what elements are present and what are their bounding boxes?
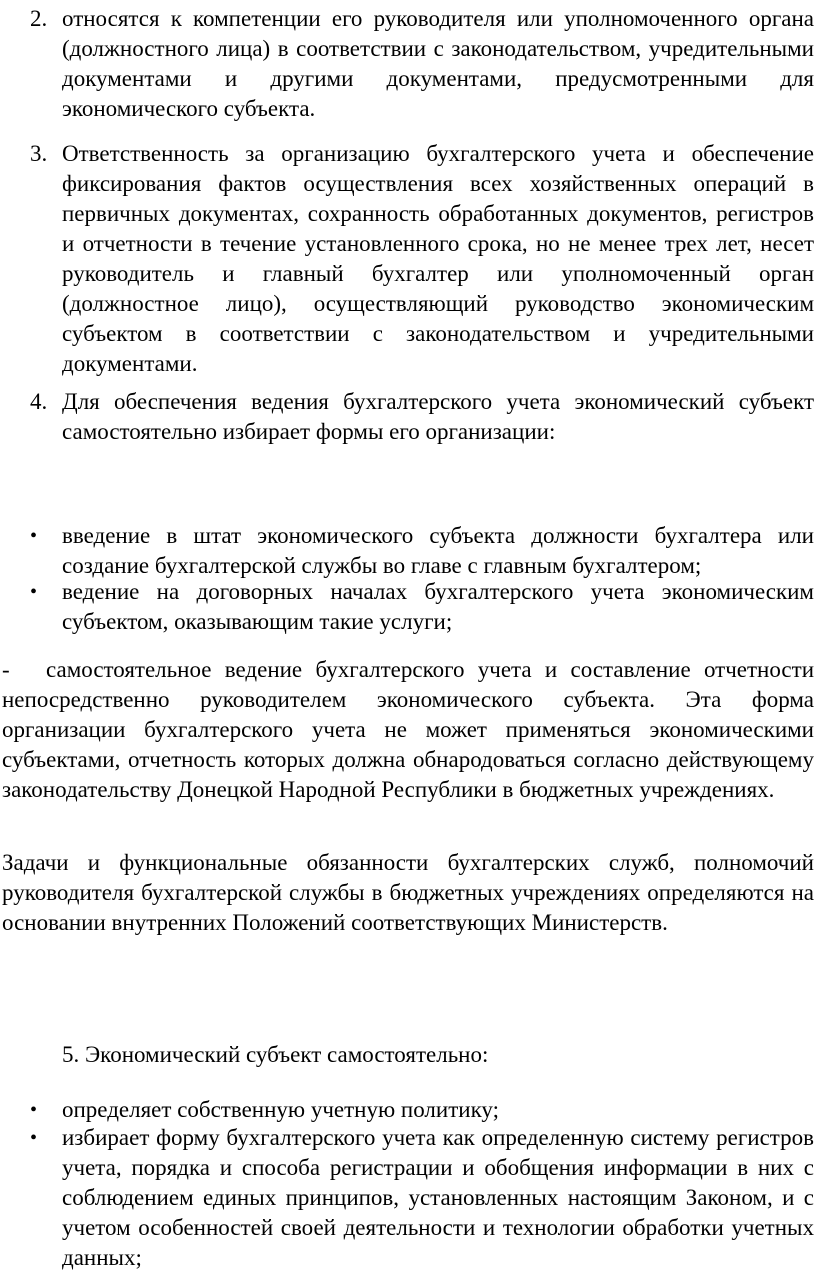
list-marker: 5. — [62, 1042, 80, 1067]
dash-paragraph-text: самостоятельное ведение бухгалтерского учета и составление отчетности непосредственно руководителем экономического субъекта. Эта форма организации бухгалтерского учета не может применяться экономическими субъектами, отчетность которых должна обнародоваться согласно действующему законодательству Донецкой Народной Республики в бюджетных учреждениях. — [2, 657, 814, 802]
dash-marker: - — [2, 657, 10, 682]
bullet-text: введение в штат экономического субъекта должности бухгалтера или создание бухгалтерской службы во главе с главным бухгалтером; — [62, 523, 814, 578]
bullet-text: ведение на договорных началах бухгалтерского учета экономическим субъектом, оказывающим такие услуги; — [62, 579, 814, 634]
bullet-text: избирает форму бухгалтерского учета как определенную систему регистров учета, порядка и способа регистрации и обобщения информации в них с соблюдением единых принципов, установленных настоящим Законом, и с учетом особенностей своей деятельности и технологии обработки учетных данных; — [62, 1125, 814, 1270]
tasks-paragraph — [2, 848, 814, 938]
bullet-text: определяет собственную учетную политику; — [62, 1097, 499, 1122]
bullet-item — [30, 1123, 814, 1273]
list-item-5 — [62, 1040, 662, 1070]
list-marker: 3. — [30, 141, 48, 166]
list-item-4 — [30, 387, 814, 447]
bullet-icon: • — [30, 581, 38, 603]
list-marker: 2. — [30, 6, 48, 31]
list-item-text: Экономический субъект самостоятельно: — [85, 1042, 489, 1067]
list-item-3 — [30, 139, 814, 379]
list-item-text: относятся к компетенции его руководителя или уполномоченного органа (должностного лица) в соответствии с законодательством, учредительными документами и другими документами, предусмотренными для экономического субъекта. — [62, 6, 814, 121]
bullet-item — [30, 577, 814, 637]
list-item-text: Для обеспечения ведения бухгалтерского учета экономический субъект самостоятельно избирает формы его организации: — [62, 389, 814, 444]
bullet-icon: • — [30, 1127, 38, 1149]
tasks-paragraph-text: Задачи и функциональные обязанности бухгалтерских служб, полномочий руководителя бухгалтерской службы в бюджетных учреждениях определяются на основании внутренних Положений соответствующих Министерств. — [2, 850, 814, 935]
list-marker: 4. — [30, 389, 48, 414]
bullet-item — [30, 1095, 814, 1125]
list-item-2 — [30, 4, 814, 124]
bullet-item — [30, 521, 814, 581]
dash-paragraph — [2, 655, 814, 805]
bullet-icon: • — [30, 525, 38, 547]
bullet-icon: • — [30, 1099, 38, 1121]
list-item-text: Ответственность за организацию бухгалтерского учета и обеспечение фиксирования фактов осуществления всех хозяйственных операций в первичных документах, сохранность обработанных документов, регистров и отчетности в течение установленного срока, но не менее трех лет, несет руководитель и главный бухгалтер или уполномоченный орган (должностное лицо), осуществляющий руководство экономическим субъектом в соответствии с законодательством и учредительными документами. — [62, 141, 814, 376]
